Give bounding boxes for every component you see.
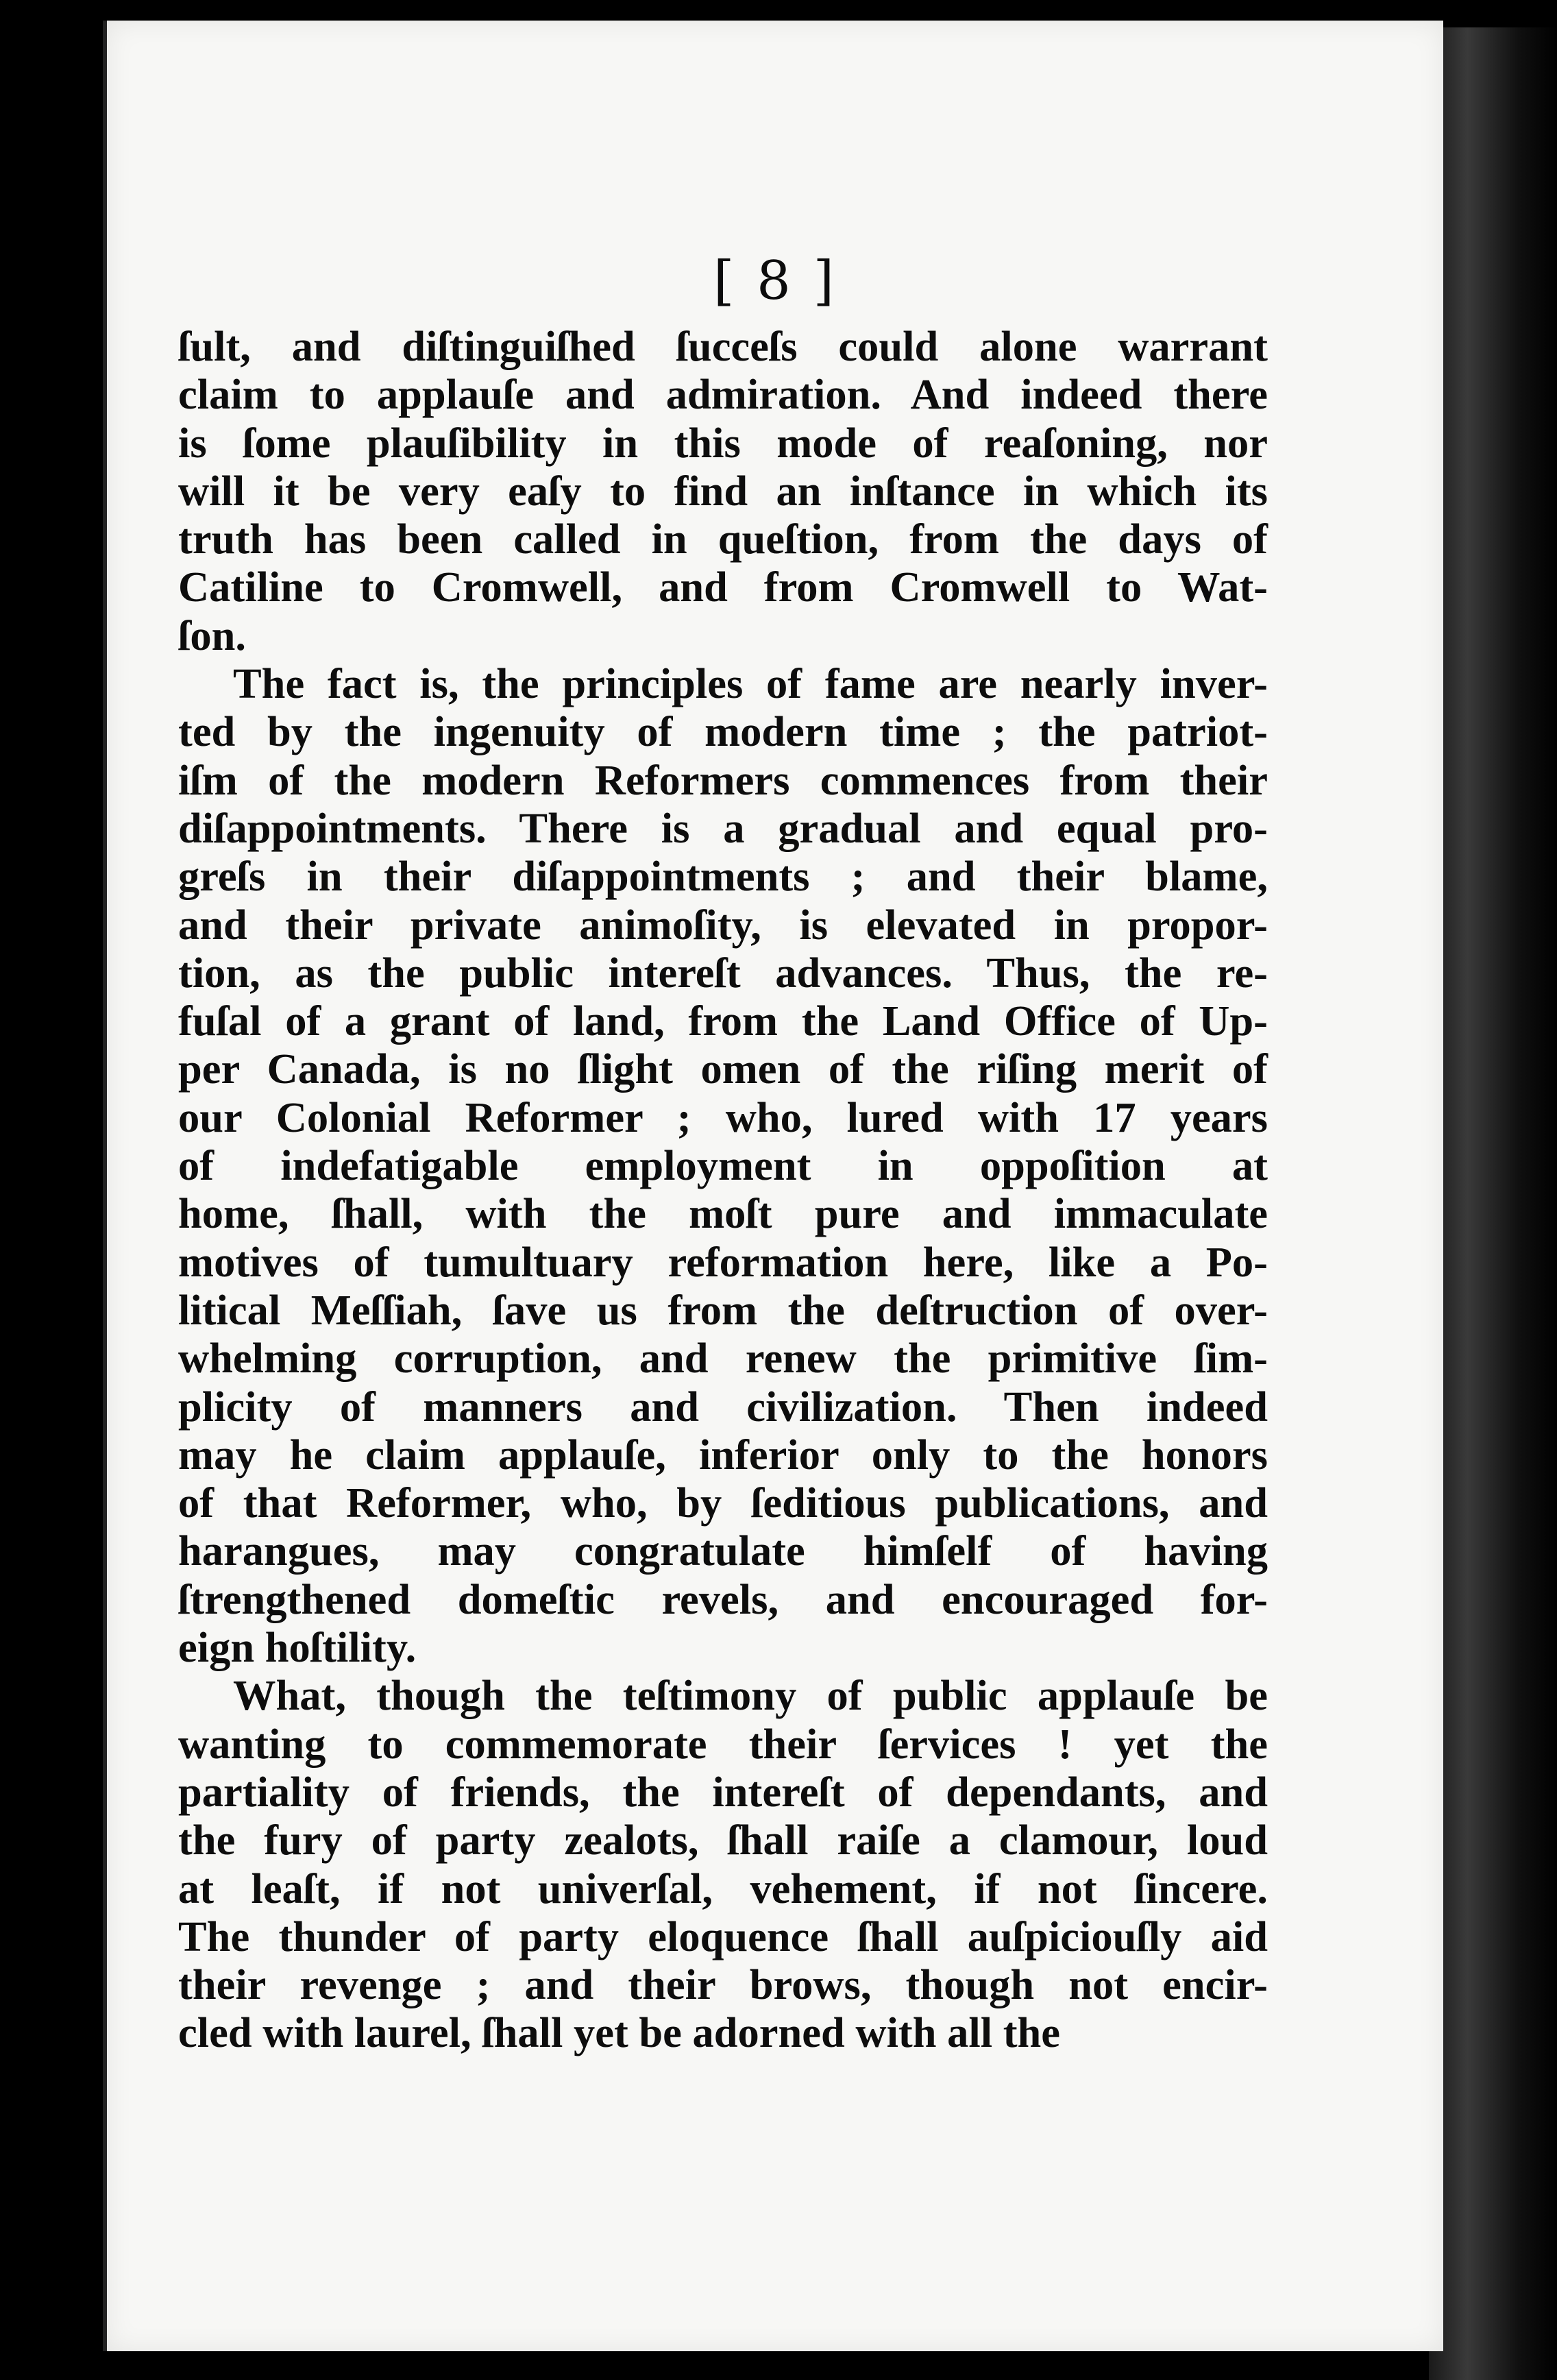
text-line: their revenge ; and their brows, though not encir-	[178, 1960, 1268, 2009]
body-text	[178, 322, 1268, 2057]
text-line: truth has been called in queſtion, from the days of	[178, 515, 1268, 563]
text-line: is ſome plauſibility in this mode of reaſoning, nor	[178, 418, 1268, 467]
text-line: home, ſhall, with the moſt pure and immaculate	[178, 1189, 1268, 1238]
text-line: partiality of friends, the intereſt of dependants, and	[178, 1767, 1268, 1816]
text-line: tion, as the public intereſt advances. Thus, the re-	[178, 948, 1268, 997]
text-line: The thunder of party eloquence ſhall auſpiciouſly aid	[178, 1912, 1268, 1960]
text-line: the fury of party zealots, ſhall raiſe a clamour, loud	[178, 1816, 1268, 1865]
text-line: may he claim applauſe, inferior only to the honors	[178, 1430, 1268, 1479]
text-line: of indefatigable employment in oppoſition at	[178, 1141, 1268, 1190]
text-line: greſs in their diſappointments ; and their blame,	[178, 852, 1268, 901]
text-line: Catiline to Cromwell, and from Cromwell to Wat-	[178, 563, 1268, 611]
text-line: plicity of manners and civilization. Then indeed	[178, 1382, 1268, 1431]
text-line: per Canada, is no ſlight omen of the riſing merit of	[178, 1045, 1268, 1093]
text-line: fuſal of a grant of land, from the Land Office of Up-	[178, 997, 1268, 1045]
text-line: and their private animoſity, is elevated in propor-	[178, 900, 1268, 949]
text-line: The fact is, the principles of fame are nearly inver-	[233, 659, 1268, 708]
text-line: whelming corruption, and renew the primitive ſim-	[178, 1334, 1268, 1383]
paragraph	[178, 322, 1268, 659]
text-line: ſtrengthened domeſtic revels, and encouraged for-	[178, 1575, 1268, 1623]
text-line: ſult, and diſtinguiſhed ſucceſs could alone warrant	[178, 322, 1268, 370]
text-line: motives of tumultuary reformation here, like a Po-	[178, 1237, 1268, 1286]
text-line: will it be very eaſy to find an inſtance in which its	[178, 466, 1268, 515]
text-line: of that Reformer, who, by ſeditious publications, and	[178, 1479, 1268, 1527]
text-line: harangues, may congratulate himſelf of having	[178, 1527, 1268, 1575]
paragraph	[178, 659, 1268, 1671]
text-line: our Colonial Reformer ; who, lured with 17 years	[178, 1093, 1268, 1141]
book-binding-gutter	[1429, 27, 1557, 2380]
paragraph	[178, 1671, 1268, 2056]
text-line: cled with laurel, ſhall yet be adorned with all the	[178, 2008, 1061, 2057]
text-line: claim to applauſe and admiration. And indeed there	[178, 370, 1268, 419]
text-line: ſon.	[178, 611, 246, 659]
text-line: litical Meſſiah, ſave us from the deſtruction of over-	[178, 1285, 1268, 1334]
text-line: wanting to commemorate their ſervices ! yet the	[178, 1719, 1268, 1768]
page-number: [ 8 ]	[713, 250, 837, 312]
text-line: at leaſt, if not univerſal, vehement, if not ſincere.	[178, 1864, 1268, 1912]
text-line: eign hoſtility.	[178, 1623, 417, 1672]
text-line: diſappointments. There is a gradual and equal pro-	[178, 803, 1268, 852]
text-line: What, though the teſtimony of public applauſe be	[233, 1671, 1268, 1720]
text-line: iſm of the modern Reformers commences from their	[178, 755, 1268, 804]
text-line: ted by the ingenuity of modern time ; the patriot-	[178, 707, 1268, 756]
